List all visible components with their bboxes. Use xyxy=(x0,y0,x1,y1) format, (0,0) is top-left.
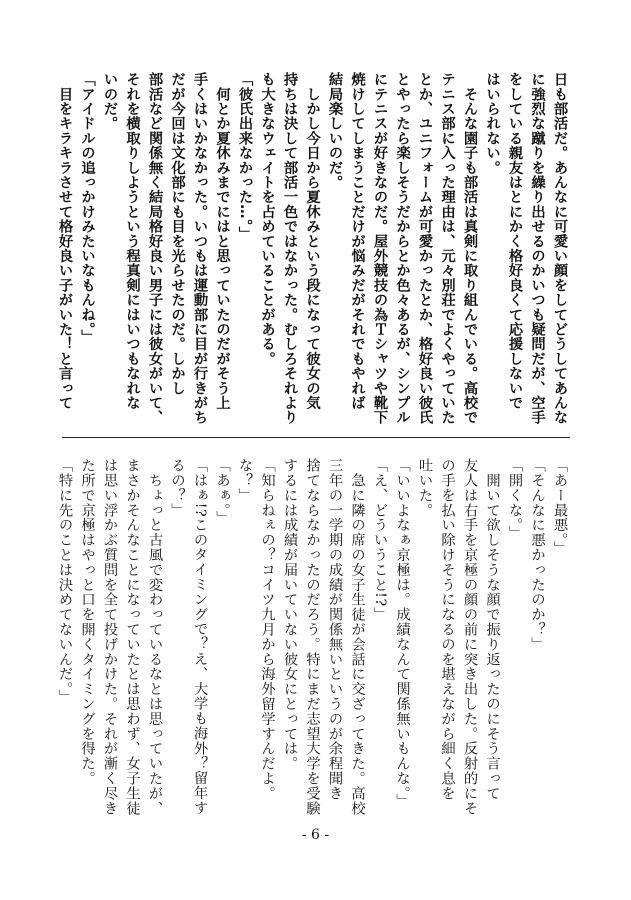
text-line: 開いて欲しそうな顔で振り返ったのにそう言って xyxy=(484,458,501,801)
text-line: 「いいよなぁ京極は。成績なんて関係無いもんな。」 xyxy=(394,458,411,809)
text-line: 「彼氏出来なかった…。」 xyxy=(237,72,253,242)
text-line: 部活など関係無く結局格好良い男子には彼女がいて、 xyxy=(147,72,163,425)
text-line: だが今回は文化部にも目を光らせたのだ。しかし xyxy=(169,72,186,396)
text-line: 捨てならなかったのだろう。特にまだ志望大学を受験 xyxy=(304,458,321,816)
text-line: テニス部に入った理由は、元々別荘でよくやっていた xyxy=(439,72,456,425)
text-line: に強烈な蹴りを繰り出せるのかいつも疑問だが、空手 xyxy=(529,72,546,425)
text-line: まさかそんなことになっていたとは思わず、女子生徒 xyxy=(124,458,141,816)
text-line: 何とか夏休みまでにはと思っていたのだがそう上 xyxy=(214,72,231,411)
text-line: 吐いた。 xyxy=(417,458,433,518)
text-line: 日も部活だ。あんなに可愛い顔をしてどうしてあんな xyxy=(552,72,568,425)
text-line: 焼けしてしまうことだけが悩みだがそれでもやれば xyxy=(349,72,366,411)
text-line: 「開くな。」 xyxy=(507,458,523,541)
text-line: ちょっと古風で変わっているなとは思っていたが、 xyxy=(147,458,163,816)
text-line: な？」 xyxy=(237,458,253,503)
text-line: はいられない。 xyxy=(484,72,501,175)
text-line: の手を払い除けそうになるのを堪えながら細く息を xyxy=(439,458,456,801)
text-line: するには成績が届いていない彼女にとっては。 xyxy=(282,458,298,771)
text-line: 友人は右手を京極の顔の前に突き出した。反射的にそ xyxy=(462,458,478,816)
text-line: 「アイドルの追っかけみたいなもんね。」 xyxy=(79,72,96,345)
top-text-block xyxy=(57,72,571,425)
text-line: それを横取りしようという程真剣にはいつもなれな xyxy=(124,72,141,411)
section-divider xyxy=(62,437,570,438)
page-number: - 6 - xyxy=(301,827,330,843)
text-line: 「え、どういうこと!?」 xyxy=(372,458,388,622)
text-line: 手くはいかなかった。いつもは運動部に目が行きがち xyxy=(192,72,208,425)
text-line: 「あぁ。」 xyxy=(214,458,231,526)
text-line: 「知らねぇの？コイツ九月から海外留学すんだよ。 xyxy=(259,458,276,801)
text-line: 「あー最悪。」 xyxy=(552,458,568,556)
text-line: 結局楽しいのだ。 xyxy=(327,72,343,190)
text-line: 急に隣の席の女子生徒が会話に交ざってきた。高校 xyxy=(349,458,366,816)
text-line: 持ちは決して部活一色ではなかった。むしろそれより xyxy=(282,72,298,425)
text-line: しかし今日から夏休みという段になって彼女の気 xyxy=(304,72,321,411)
text-line: そんな園子も部活は真剣に取り組んでいる。高校で xyxy=(462,72,478,425)
text-line: 「そんなに悪かったのか？」 xyxy=(529,458,546,652)
text-line: は思い浮かぶ質問を全て投げかけた。それが漸く尽き xyxy=(102,458,118,816)
text-line: も大きなウェイトを占めていることがある。 xyxy=(259,72,276,366)
text-line: 「はぁ!?このタイミングで？え、大学も海外？留年す xyxy=(192,458,208,816)
text-line: 三年の一学期の成績が関係無いというのが余程聞き xyxy=(327,458,343,801)
text-line: 「特に先のことは決めてないんだ。」 xyxy=(57,458,73,705)
text-line: いのだ。 xyxy=(102,72,118,131)
text-line: るの？」 xyxy=(169,458,186,518)
text-line: にテニスが好きなのだ。屋外競技の為Ｔシャツや靴下 xyxy=(372,72,388,425)
text-line: とやったら楽しそうだからとか色々あるが、シンプル xyxy=(394,72,411,425)
bottom-text-block xyxy=(57,458,571,816)
text-line: をしている親友はとにかく格好良くて応援しないで xyxy=(507,72,523,411)
text-line: 目をキラキラさせて格好良い子がいた！と言って xyxy=(57,72,73,411)
text-line: た所で京極はやっと口を開くタイミングを得た。 xyxy=(79,458,96,786)
text-line: とか、ユニフォームが可愛かったとか、格好良い彼氏 xyxy=(417,72,433,425)
